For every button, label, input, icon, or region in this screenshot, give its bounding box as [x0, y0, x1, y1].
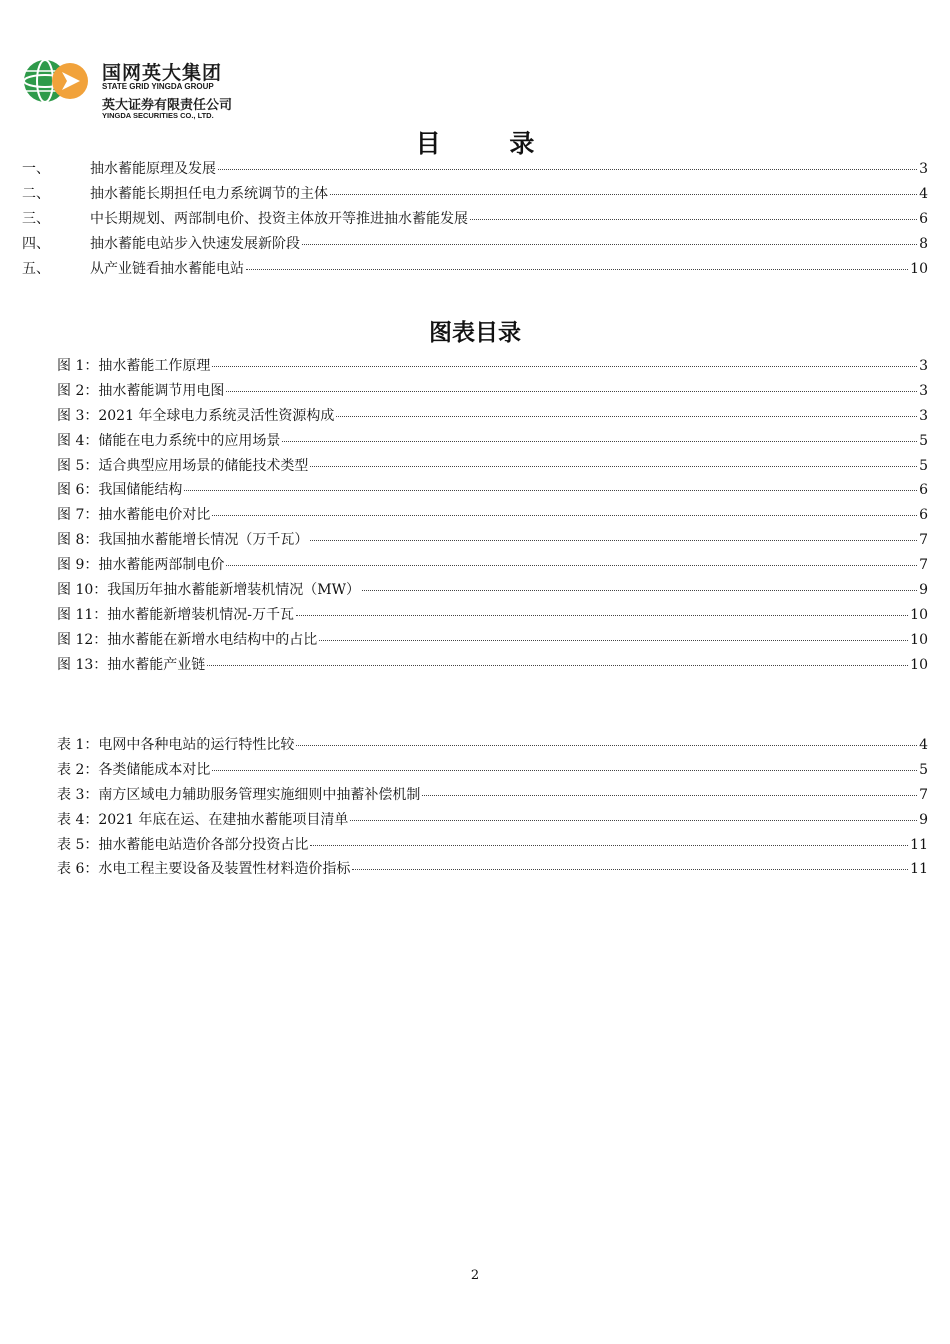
- figure-entry-page: 3: [919, 358, 928, 374]
- dot-leader: [184, 490, 917, 491]
- toc-list: [22, 158, 928, 283]
- toc-entry[interactable]: [22, 158, 928, 183]
- table-entry[interactable]: [57, 734, 928, 759]
- table-entry-label: 表 2：各类储能成本对比: [57, 761, 211, 778]
- figure-entry[interactable]: [57, 529, 928, 554]
- figure-entry[interactable]: [57, 629, 928, 654]
- page-number: 2: [470, 1268, 480, 1283]
- dot-leader: [212, 770, 917, 771]
- dot-leader: [296, 745, 917, 746]
- figure-entry[interactable]: [57, 380, 928, 405]
- figure-entry[interactable]: [57, 579, 928, 604]
- figure-list: [57, 355, 928, 679]
- toc-entry-number: 三、: [22, 211, 50, 228]
- figure-entry-label: 图 2：抽水蓄能调节用电图: [57, 382, 225, 399]
- table-entry-page: 5: [919, 761, 928, 778]
- table-entry[interactable]: [57, 809, 928, 834]
- figure-entry[interactable]: [57, 504, 928, 529]
- dot-leader: [226, 391, 917, 392]
- toc-entry-number: 一、: [22, 161, 50, 177]
- dot-leader: [207, 665, 908, 666]
- toc-entry[interactable]: [22, 183, 928, 208]
- dot-leader: [246, 269, 908, 270]
- toc-entry-number: 二、: [22, 186, 50, 203]
- figure-entry[interactable]: [57, 355, 928, 380]
- dot-leader: [350, 820, 917, 821]
- figure-entry-page: 10: [910, 606, 928, 623]
- figure-entry-page: 7: [919, 557, 928, 574]
- figure-entry-page: 7: [919, 532, 928, 549]
- dot-leader: [470, 219, 917, 220]
- figure-entry-label: 图 7：抽水蓄能电价对比: [57, 507, 211, 524]
- subsidiary-name-cn: 英大证券有限责任公司: [102, 98, 233, 113]
- figure-entry[interactable]: [57, 405, 928, 430]
- toc-entry-page: 3: [919, 161, 928, 177]
- figure-entry-label: 图 11：抽水蓄能新增装机情况-万千瓦: [57, 606, 294, 623]
- figure-entry-label: 图 4：储能在电力系统中的应用场景: [57, 432, 281, 449]
- figure-index-title: 图表目录: [429, 320, 521, 346]
- dot-leader: [302, 244, 917, 245]
- toc-entry[interactable]: [22, 233, 928, 258]
- table-entry-page: 11: [910, 836, 928, 853]
- toc-entry-label: 抽水蓄能长期担任电力系统调节的主体: [90, 186, 328, 203]
- toc-entry-number: 四、: [22, 236, 50, 253]
- figure-entry-page: 9: [919, 582, 928, 599]
- company-name-cn: 国网英大集团: [102, 62, 223, 84]
- figure-entry-label: 图 8：我国抽水蓄能增长情况（万千瓦）: [57, 532, 309, 549]
- dot-leader: [218, 169, 917, 170]
- figure-entry-page: 6: [919, 507, 928, 524]
- toc-entry-page: 8: [919, 236, 928, 253]
- figure-entry-page: 5: [919, 432, 928, 449]
- toc-entry-page: 4: [919, 186, 928, 203]
- toc-entry-page: 10: [910, 261, 928, 278]
- table-entry[interactable]: [57, 759, 928, 784]
- figure-entry[interactable]: [57, 430, 928, 455]
- dot-leader: [352, 869, 908, 870]
- toc-entry-number: 五、: [22, 261, 50, 278]
- figure-entry-label: 图 10：我国历年抽水蓄能新增装机情况（MW）: [57, 582, 360, 599]
- table-entry[interactable]: [57, 858, 928, 883]
- table-entry-label: 表 6：水电工程主要设备及装置性材料造价指标: [57, 861, 351, 878]
- dot-leader: [336, 416, 917, 417]
- figure-entry-label: 图 9：抽水蓄能两部制电价: [57, 557, 225, 574]
- toc-entry-label: 从产业链看抽水蓄能电站: [90, 261, 244, 278]
- figure-entry-label: 图 3：2021 年全球电力系统灵活性资源构成: [57, 407, 335, 424]
- toc-entry-label: 中长期规划、两部制电价、投资主体放开等推进抽水蓄能发展: [90, 211, 468, 228]
- company-name-en: STATE GRID YINGDA GROUP: [102, 82, 214, 91]
- figure-entry-page: 3: [919, 382, 928, 399]
- figure-entry-label: 图 1：抽水蓄能工作原理: [57, 358, 211, 374]
- subsidiary-name-en: YINGDA SECURITIES CO., LTD.: [102, 111, 214, 120]
- table-entry-label: 表 5：抽水蓄能电站造价各部分投资占比: [57, 836, 309, 853]
- dot-leader: [330, 194, 917, 195]
- figure-entry-page: 10: [910, 631, 928, 648]
- table-entry-label: 表 1：电网中各种电站的运行特性比较: [57, 737, 295, 753]
- figure-entry-label: 图 6：我国储能结构: [57, 482, 183, 499]
- dot-leader: [212, 515, 917, 516]
- dot-leader: [310, 845, 908, 846]
- dot-leader: [212, 366, 917, 367]
- table-entry-page: 11: [910, 861, 928, 878]
- dot-leader: [296, 615, 908, 616]
- table-entry-page: 4: [919, 737, 928, 753]
- company-logo: [22, 56, 262, 122]
- dot-leader: [310, 466, 917, 467]
- toc-entry[interactable]: [22, 258, 928, 283]
- dot-leader: [282, 441, 917, 442]
- table-entry-page: 9: [919, 811, 928, 828]
- toc-entry-label: 抽水蓄能原理及发展: [90, 161, 216, 177]
- table-entry[interactable]: [57, 834, 928, 859]
- figure-entry[interactable]: [57, 654, 928, 679]
- toc-entry[interactable]: [22, 208, 928, 233]
- dot-leader: [226, 565, 917, 566]
- figure-entry-label: 图 13：抽水蓄能产业链: [57, 656, 206, 673]
- toc-entry-page: 6: [919, 211, 928, 228]
- figure-entry-page: 10: [910, 656, 928, 673]
- figure-entry-label: 图 12：抽水蓄能在新增水电结构中的占比: [57, 631, 318, 648]
- figure-entry-label: 图 5：适合典型应用场景的储能技术类型: [57, 457, 309, 474]
- toc-entry-label: 抽水蓄能电站步入快速发展新阶段: [90, 236, 300, 253]
- table-entry-label: 表 3：南方区域电力辅助服务管理实施细则中抽蓄补偿机制: [57, 786, 421, 803]
- table-entry-label: 表 4：2021 年底在运、在建抽水蓄能项目清单: [57, 811, 349, 828]
- table-entry-page: 7: [919, 786, 928, 803]
- dot-leader: [310, 540, 917, 541]
- dot-leader: [362, 590, 917, 591]
- figure-entry[interactable]: [57, 554, 928, 579]
- table-list: [57, 734, 928, 883]
- table-entry[interactable]: [57, 784, 928, 809]
- figure-entry-page: 6: [919, 482, 928, 499]
- dot-leader: [422, 795, 917, 796]
- figure-entry[interactable]: [57, 604, 928, 629]
- figure-entry-page: 5: [919, 457, 928, 474]
- figure-entry[interactable]: [57, 455, 928, 480]
- globe-arrow-logo-icon: [22, 58, 92, 104]
- toc-title: 目 录: [415, 129, 565, 158]
- figure-entry-page: 3: [919, 407, 928, 424]
- figure-entry[interactable]: [57, 479, 928, 504]
- dot-leader: [319, 640, 908, 641]
